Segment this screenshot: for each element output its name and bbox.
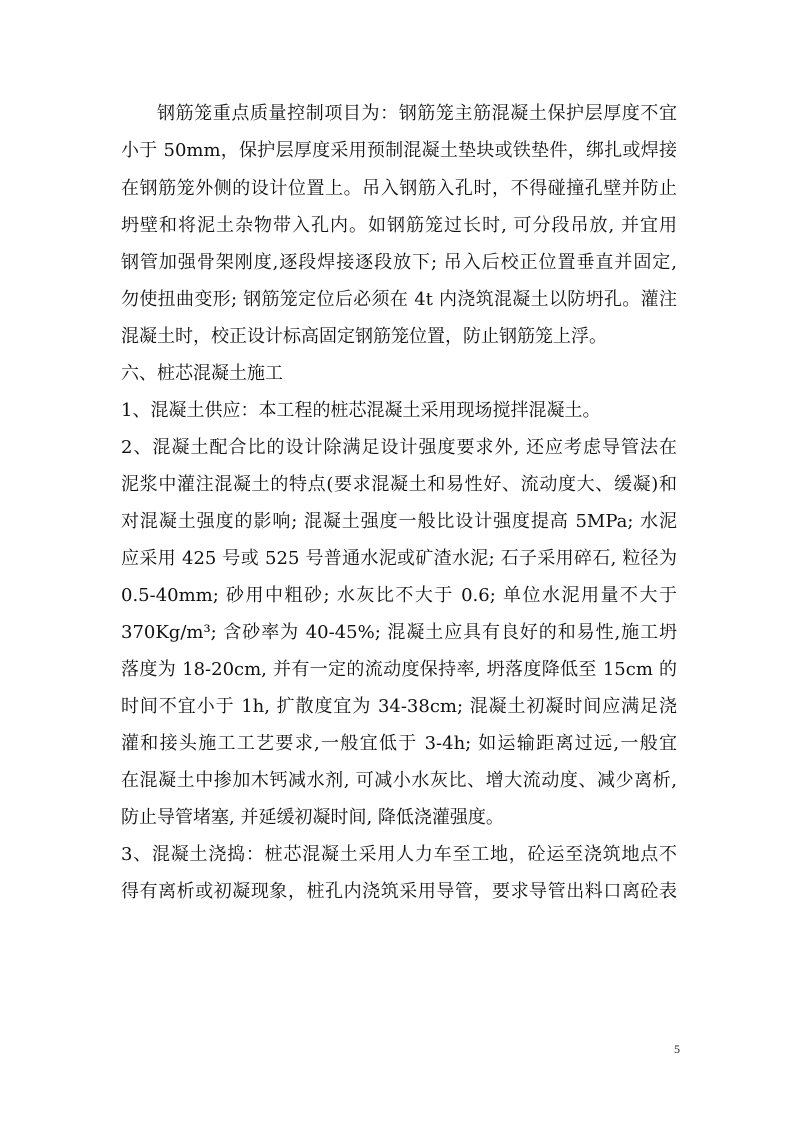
paragraph-line: 3、混凝土浇捣：桩芯混凝土采用人力车至工地，砼运至浇筑地点不 — [121, 844, 677, 865]
paragraph-line: 2、混凝土配合比的设计除满足设计强度要求外, 还应考虑导管法在 — [121, 437, 677, 458]
paragraph-line: 时间不宜小于 1h, 扩散度宜为 34-38cm; 混凝土初凝时间应满足浇 — [121, 696, 677, 717]
paragraph-line: 钢筋笼重点质量控制项目为：钢筋笼主筋混凝土保护层厚度不宜 — [157, 103, 677, 124]
paragraph-line: 泥浆中灌注混凝土的特点(要求混凝土和易性好、流动度大、缓凝)和 — [121, 474, 677, 495]
paragraph-line: 在混凝土中掺加木钙减水剂, 可减小水灰比、增大流动度、减少离析, — [121, 770, 677, 791]
paragraph-line: 小于 50mm，保护层厚度采用预制混凝土垫块或铁垫件，绑扎或焊接 — [121, 140, 677, 161]
paragraph-line: 370Kg/m³; 含砂率为 40-45%; 混凝土应具有良好的和易性,施工坍 — [121, 622, 677, 643]
paragraph-line: 应采用 425 号或 525 号普通水泥或矿渣水泥; 石子采用碎石, 粒径为 — [121, 548, 677, 569]
paragraph-line: 1、混凝土供应：本工程的桩芯混凝土采用现场搅拌混凝土。 — [121, 400, 601, 421]
paragraph-line: 对混凝土强度的影响; 混凝土强度一般比设计强度提高 5MPa; 水泥 — [121, 511, 677, 532]
paragraph-line: 灌和接头施工工艺要求,一般宜低于 3-4h; 如运输距离过远,一般宜 — [121, 733, 677, 754]
paragraph-line: 混凝土时，校正设计标高固定钢筋笼位置，防止钢筋笼上浮。 — [121, 326, 607, 347]
paragraph-line: 坍壁和将泥土杂物带入孔内。如钢筋笼过长时, 可分段吊放, 并宜用 — [121, 215, 677, 236]
paragraph-line: 得有离析或初凝现象，桩孔内浇筑采用导管，要求导管出料口离砼表 — [121, 881, 677, 902]
paragraph-line: 钢管加强骨架刚度,逐段焊接逐段放下; 吊入后校正位置垂直并固定, — [121, 252, 677, 273]
paragraph-line: 0.5-40mm; 砂用中粗砂; 水灰比不大于 0.6; 单位水泥用量不大于 — [121, 585, 677, 606]
paragraph-line: 落度为 18-20cm, 并有一定的流动度保持率, 坍落度降低至 15cm 的 — [121, 659, 677, 680]
paragraph-line: 勿使扭曲变形; 钢筋笼定位后必须在 4t 内浇筑混凝土以防坍孔。灌注 — [121, 289, 677, 310]
paragraph-line: 在钢筋笼外侧的设计位置上。吊入钢筋入孔时，不得碰撞孔壁并防止 — [121, 178, 677, 199]
section-heading: 六、桩芯混凝土施工 — [121, 363, 283, 384]
page-number: 5 — [674, 1042, 680, 1056]
paragraph-line: 防止导管堵塞, 并延缓初凝时间, 降低浇灌强度。 — [121, 807, 504, 828]
